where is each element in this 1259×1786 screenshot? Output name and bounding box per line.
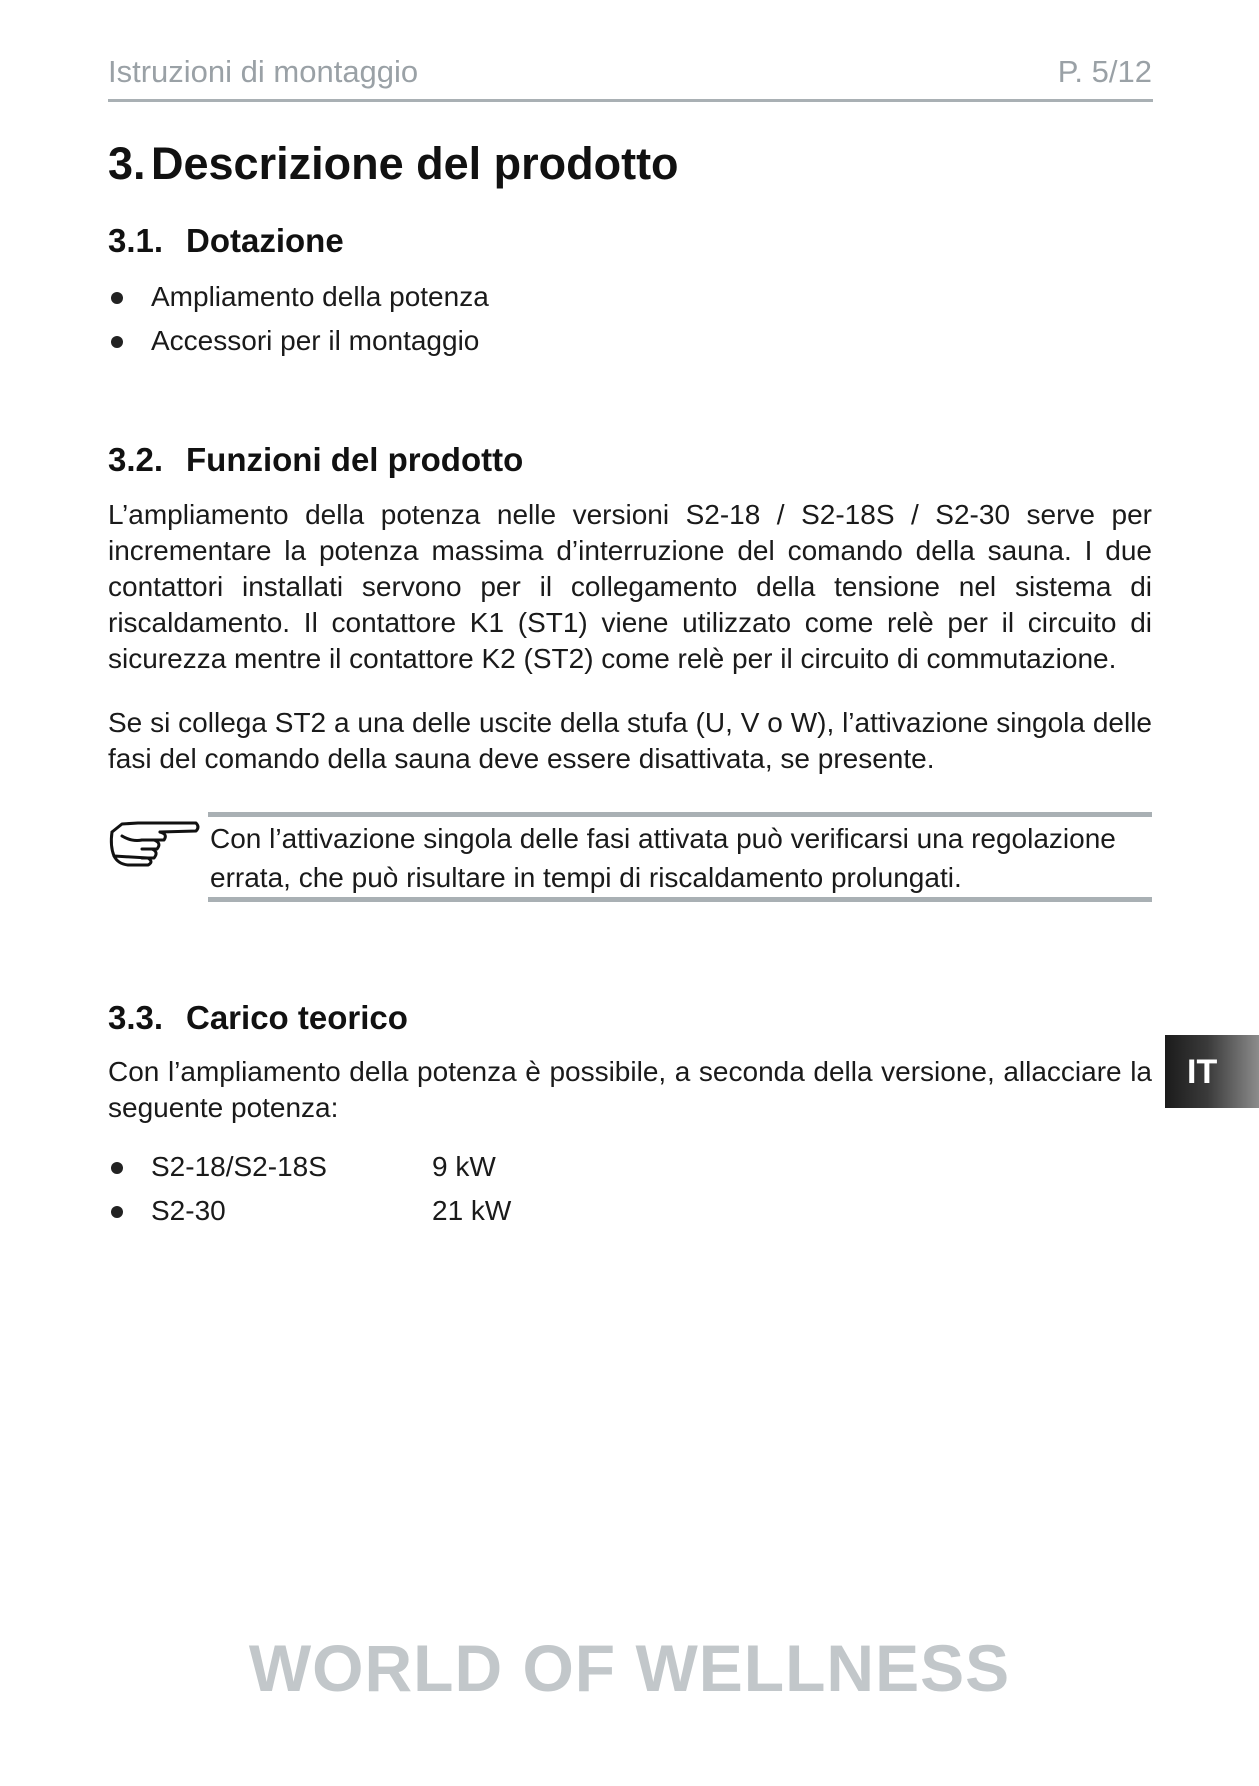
scope-of-delivery-list [108,275,489,363]
section-3-1-number: 3.1. [108,222,164,259]
model-name: S2-18/S2-18S [151,1151,327,1182]
section-3-1-title: Dotazione [186,222,344,259]
bullet-icon [111,1206,123,1218]
power-value: 21 kW [432,1195,512,1226]
note-text: Con l’attivazione singola delle fasi attivata può verificarsi una regolazione errata, che può risultare in tempi di riscaldamento prolungati. [210,823,1116,893]
document-title: Istruzioni di montaggio [108,54,419,89]
section-3-3-number: 3.3. [108,999,164,1036]
section-3-3-title: Carico teorico [186,999,408,1036]
list-item: Ampliamento della potenza [108,275,489,319]
language-tab [1165,1035,1259,1108]
power-list [108,1145,512,1233]
functions-paragraph-1: L’ampliamento della potenza nelle versioni S2-18 / S2-18S / S2-30 serve per incrementare la potenza massima d’interruzione del comando della sauna. I due contattori installati servono per il collegamento della tensione nel sistema di riscaldamento. Il contattore K1 (ST1) viene utilizzato come relè per il circuito di sicurezza mentre il contattore K2 (ST2) come relè per il circuito di commutazione. [108,499,1152,674]
header-divider [108,99,1153,102]
power-value: 9 kW [432,1151,496,1182]
section-3-2-number: 3.2. [108,441,164,478]
section-3-2-title: Funzioni del prodotto [186,441,524,478]
section-3-2-heading [108,441,523,479]
page-number: P. 5/12 [1057,54,1152,89]
load-paragraph: Con l’ampliamento della potenza è possibile, a seconda della versione, allacciare la seguente potenza: [108,1056,1152,1123]
list-item [108,1145,496,1189]
functions-paragraph-2: Se si collega ST2 a una delle uscite della stufa (U, V o W), l’attivazione singola delle fasi del comando della sauna deve essere disattivata, se presente. [108,707,1152,774]
section-3-heading [108,138,679,190]
pointing-hand-icon [108,818,200,868]
brand-footer: WORLD OF WELLNESS [248,1631,1011,1705]
language-code: IT [1187,1053,1218,1091]
note-rule-top [208,812,1152,817]
bullet-icon [111,336,123,348]
list-item: Accessori per il montaggio [108,319,489,363]
section-3-title: Descrizione del prodotto [151,138,679,189]
bullet-icon [111,1162,123,1174]
section-3-number: 3. [108,138,146,189]
list-item [108,1189,512,1233]
section-3-1-heading [108,222,344,260]
section-3-3-heading [108,999,408,1037]
bullet-icon [111,292,123,304]
model-name: S2-30 [151,1195,226,1226]
note-rule-bottom [208,897,1152,902]
